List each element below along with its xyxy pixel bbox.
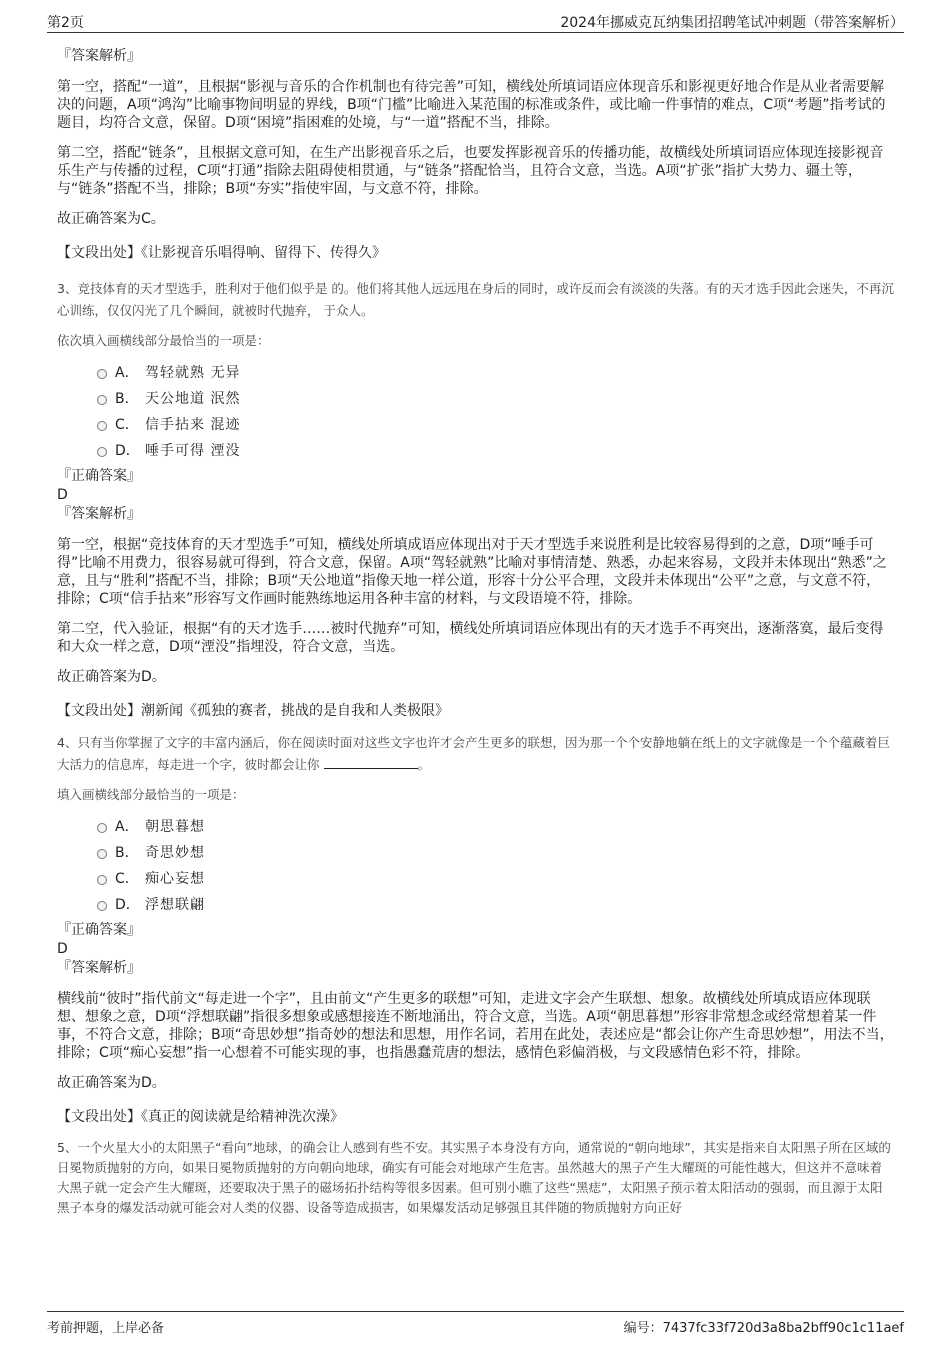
q4-correct-answer: D: [57, 941, 68, 957]
q4-conclusion: 故正确答案为D。: [57, 1075, 166, 1091]
q3-analysis-p2: 第二空，代入验证，根据“有的天才选手……被时代抛弃”可知，横线处所填词语应体现出有的天才选手不再突出，逐渐落寞，最后变得和大众一样之意，D项“湮没”指埋没，符合文意，当选。: [57, 621, 884, 655]
q3-analysis-p1: 第一空，根据“竞技体育的天才型选手”可知，横线处所填成语应体现出对于天才型选手来说胜利是比较容易得到的之意，D项“唾手可得”比喻不用费力，很容易就可得到，符合文意，保留。A项“驾轻就熟”比喻对事情清楚、熟悉，办起来容易，文段并未体现出“熟悉”之意，且与“胜利”搭配不当，排除；B项“天公地道”指像天地一样公道，形容十分公平合理，文段并未体现出“公平”之意，与文意不符，排除；C项“信手拈来”形容写文作画时能熟练地运用各种丰富的材料，与文段语境不符，排除。: [57, 537, 887, 607]
q3-conclusion: 故正确答案为D。: [57, 669, 166, 685]
q4-option-c[interactable]: C． 痴心妄想: [57, 866, 894, 892]
q3-source: 【文段出处】潮新闻《孤独的赛者，挑战的是自我和人类极限》: [57, 703, 449, 719]
q4-stem: 4、只有当你掌握了文字的丰富内涵后，你在阅读时面对这些文字也许才会产生更多的联想，因为那一个个安静地躺在纸上的文字就像是一个个蕴藏着巨大活力的信息库，每走进一个字，彼时都会让你 。: [57, 735, 890, 772]
q2-analysis-label: 『答案解析』: [57, 48, 141, 64]
q2-conclusion: 故正确答案为C。: [57, 211, 165, 227]
radio-icon[interactable]: [97, 395, 107, 405]
radio-icon[interactable]: [97, 901, 107, 911]
q3-option-a[interactable]: A． 驾轻就熟 无异: [57, 360, 894, 386]
q2-analysis-p2: 第二空，搭配“链条”，且根据文意可知，在生产出影视音乐之后，也要发挥影视音乐的传播功能，故横线处所填词语应体现连接影视音乐生产与传播的过程，C项“打通”指除去阻碍使相贯通，与“链条”搭配恰当，且符合文意，当选。A项“扩张”指扩大势力、疆土等，与“链条”搭配不当，排除；B项“夯实”指使牢固，与文意不符，排除。: [57, 145, 884, 197]
page-content: [57, 46, 894, 1218]
q2-source: 【文段出处】《让影视音乐唱得响、留得下、传得久》: [57, 245, 386, 261]
q4-option-a[interactable]: A． 朝思暮想: [57, 814, 894, 840]
page-header: [47, 10, 904, 33]
page-number: 第2页: [47, 15, 84, 31]
q4-options: [57, 814, 894, 918]
q3-stem: 3、竞技体育的天才型选手，胜利对于他们似乎是 的。他们将其他人远远甩在身后的同时，或许反而会有淡淡的失落。有的天才选手因此会迷失，不再沉心训练，仅仅闪光了几个瞬间，就被时代抛弃， 于众人。: [57, 281, 894, 318]
q3-option-b[interactable]: B． 天公地道 泯然: [57, 386, 894, 412]
q4-analysis-label: 『答案解析』: [57, 960, 141, 976]
q3-correct-label: 『正确答案』: [57, 468, 141, 484]
q3-options: [57, 360, 894, 464]
radio-icon[interactable]: [97, 421, 107, 431]
q4-prompt: 填入画横线部分最恰当的一项是：: [57, 787, 245, 802]
q3-analysis-label: 『答案解析』: [57, 506, 141, 522]
q4-correct-label: 『正确答案』: [57, 922, 141, 938]
q4-option-b[interactable]: B． 奇思妙想: [57, 840, 894, 866]
radio-icon[interactable]: [97, 369, 107, 379]
page-footer: [47, 1311, 904, 1336]
document-title: 2024年挪威克瓦纳集团招聘笔试冲刺题（带答案解析）: [560, 15, 904, 31]
q5-stem: 5、一个火星大小的太阳黑子“看向”地球，的确会让人感到有些不安。其实黑子本身没有方向，通常说的“朝向地球”，其实是指来自太阳黑子所在区域的日冕物质抛射的方向，如果日冕物质抛射的方向朝向地球，确实有可能会对地球产生危害。虽然越大的黑子产生大耀斑的可能性越大，但这并不意味着大黑子就一定会产生大耀斑，还要取决于黑子的磁场拓扑结构等很多因素。但可别小瞧了这些“黑痣”，太阳黑子预示着太阳活动的强弱，而且源于太阳黑子本身的爆发活动就可能会对人类的仪器、设备等造成损害，如果爆发活动足够强且其伴随的物质抛射方向正好: [57, 1140, 891, 1215]
q2-analysis-p1: 第一空，搭配“一道”，且根据“影视与音乐的合作机制也有待完善”可知，横线处所填词语应体现音乐和影视更好地合作是从业者需要解决的问题，A项“鸿沟”比喻事物间明显的界线，B项“门槛”比喻进入某范围的标准或条件，或比喻一件事情的难点，C项“考题”指考试的题目，均符合文意，保留。D项“困境”指困难的处境，与“一道”搭配不当，排除。: [57, 79, 886, 131]
q3-option-d[interactable]: D． 唾手可得 湮没: [57, 438, 894, 464]
radio-icon[interactable]: [97, 875, 107, 885]
answer-blank: [324, 756, 418, 769]
q4-source: 【文段出处】《真正的阅读就是给精神洗次澡》: [57, 1109, 344, 1125]
q3-option-c[interactable]: C． 信手拈来 混迹: [57, 412, 894, 438]
document-id: 编号：7437fc33f720d3a8ba2bff90c1c11aef: [623, 1321, 904, 1336]
radio-icon[interactable]: [97, 849, 107, 859]
radio-icon[interactable]: [97, 447, 107, 457]
q4-analysis-p1: 横线前“彼时”指代前文“每走进一个字”，且由前文“产生更多的联想”可知，走进文字会产生联想、想象。故横线处所填成语应体现联想、想象之意，D项“浮想联翩”指很多想象或感想接连不断地涌出，符合文意，当选。A项“朝思暮想”形容非常想念或经常想着某一件事，不符合文意，排除；B项“奇思妙想”指奇妙的想法和思想，用作名词，若用在此处，表述应是“都会让你产生奇思妙想”，用法不当，排除；C项“痴心妄想”指一心想着不可能实现的事，也指愚蠢荒唐的想法，感情色彩偏消极，与文段感情色彩不符，排除。: [57, 991, 894, 1061]
q3-correct-answer: D: [57, 487, 68, 503]
q3-prompt: 依次填入画横线部分最恰当的一项是：: [57, 333, 270, 348]
radio-icon[interactable]: [97, 823, 107, 833]
q4-option-d[interactable]: D． 浮想联翩: [57, 892, 894, 918]
footer-slogan: 考前押题，上岸必备: [47, 1321, 165, 1336]
